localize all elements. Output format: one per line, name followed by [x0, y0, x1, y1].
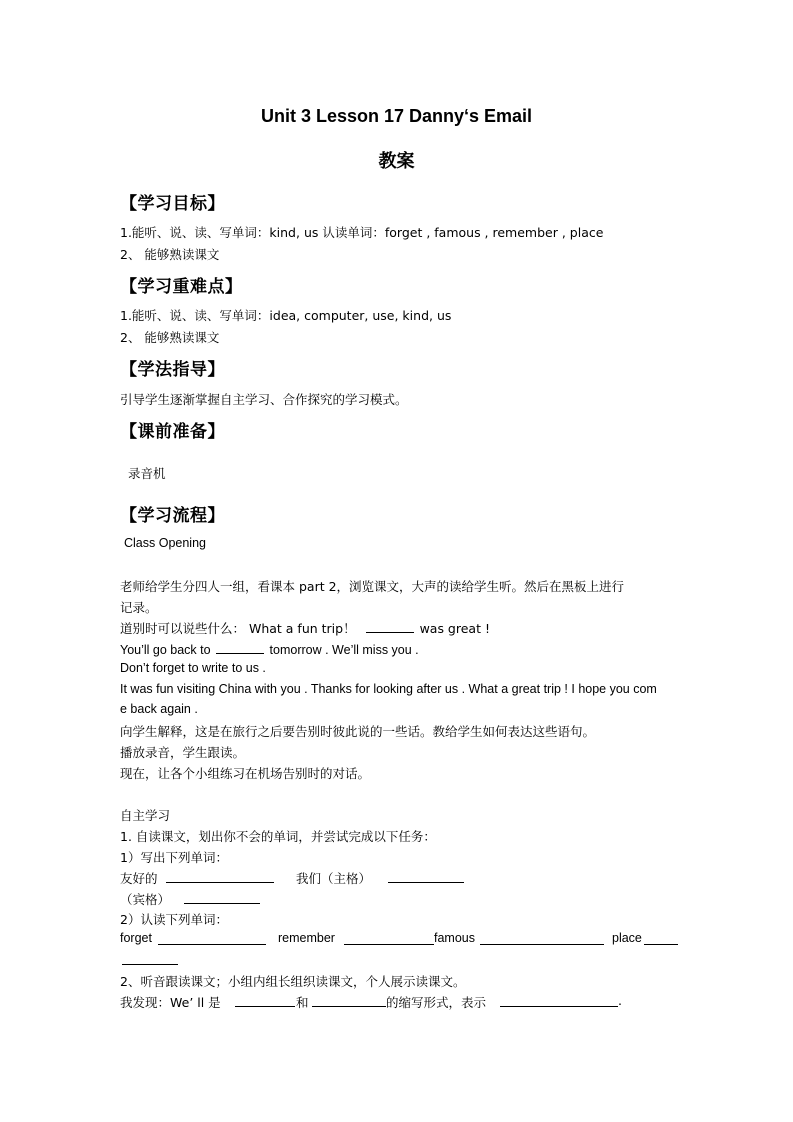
class-opening: Class Opening	[124, 536, 206, 550]
process-line-4: Don’t forget to write to us .	[120, 661, 266, 675]
answer-blank-place[interactable]	[644, 931, 678, 945]
word-we: 我们（主格）	[296, 871, 372, 886]
word-remember: remember	[278, 931, 335, 945]
process-line-6: 向学生解释，这是在旅行之后要告别时彼此说的一些话。教给学生如何表达这些语句。	[120, 724, 596, 739]
process-line-8: 现在，让各个小组练习在机场告别时的对话。	[120, 766, 371, 781]
answer-blank-find-2[interactable]	[312, 993, 386, 1007]
answer-blank-remember[interactable]	[344, 931, 434, 945]
self-study-task-2: 2、听音跟读课文；小组内组长组织读课文，个人展示读课文。	[120, 974, 466, 989]
method-line-1: 引导学生逐渐掌握自主学习、合作探究的学习模式。	[120, 392, 408, 407]
process-line-3	[120, 640, 419, 657]
preparation-line-1: 录音机	[128, 466, 166, 481]
process-line-7: 播放录音，学生跟读。	[120, 745, 246, 760]
find-period: .	[618, 993, 622, 1008]
process-line-5b: e back again .	[120, 702, 198, 716]
heading-method-guide: 【学法指导】	[120, 360, 225, 380]
find-and: 和	[296, 995, 309, 1010]
word-place: place	[612, 931, 642, 945]
keypoints-line-2: 2、 能够熟读课文	[120, 330, 220, 345]
process-line-2	[120, 619, 490, 637]
goals-line-2: 2、 能够熟读课文	[120, 247, 220, 262]
answer-blank-famous[interactable]	[480, 931, 604, 945]
process-line-3-text: You’ll go back to	[120, 643, 211, 657]
answer-blank-friendly[interactable]	[166, 869, 274, 883]
self-study-task: 1. 自读课文，划出你不会的单词，并尝试完成以下任务：	[120, 829, 436, 844]
process-line-1a: 老师给学生分四人一组，看课本 part 2，浏览课文，大声的读给学生听。然后在黑板上进行	[120, 579, 625, 594]
process-line-2-text: 道别时可以说些什么： What a fun trip！	[120, 621, 356, 636]
answer-blank-us[interactable]	[184, 890, 260, 904]
keypoints-line-1: 1.能听、说、读、写单词：idea, computer, use, kind, us	[120, 308, 452, 323]
heading-learning-goals: 【学习目标】	[120, 194, 225, 214]
find-prefix: 我发现：We’ ll 是	[120, 995, 221, 1010]
self-study-q2: 2）认读下列单词：	[120, 912, 228, 927]
goals-line-1: 1.能听、说、读、写单词：kind, us 认读单词：forget , famous , remember , place	[120, 225, 604, 240]
answer-blank-place-cont[interactable]	[122, 951, 178, 965]
word-friendly: 友好的	[120, 871, 158, 886]
heading-preparation: 【课前准备】	[120, 422, 225, 442]
word-us: （宾格）	[120, 892, 171, 907]
process-line-2-tail: was great !	[419, 621, 490, 636]
heading-learning-process: 【学习流程】	[120, 506, 225, 526]
self-study-q1: 1）写出下列单词：	[120, 850, 228, 865]
self-study-heading: 自主学习	[120, 808, 171, 823]
process-line-1b: 记录。	[120, 600, 158, 615]
answer-blank-we[interactable]	[388, 869, 464, 883]
answer-blank-forget[interactable]	[158, 931, 266, 945]
document-title: Unit 3 Lesson 17 Danny‘s Email	[260, 106, 533, 126]
answer-blank-find-3[interactable]	[500, 993, 618, 1007]
heading-key-points: 【学习重难点】	[120, 277, 243, 297]
answer-blank-find-1[interactable]	[235, 993, 295, 1007]
fill-blank	[366, 619, 414, 633]
word-forget: forget	[120, 931, 152, 945]
word-famous: famous	[434, 931, 475, 945]
document-subtitle: 教案	[378, 151, 415, 172]
fill-blank	[216, 640, 264, 654]
process-line-3-tail: tomorrow . We’ll miss you .	[269, 643, 419, 657]
process-line-5a: It was fun visiting China with you . Thanks for looking after us . What a great trip ! I hope you com	[120, 682, 657, 696]
find-middle: 的缩写形式，表示	[386, 995, 487, 1010]
